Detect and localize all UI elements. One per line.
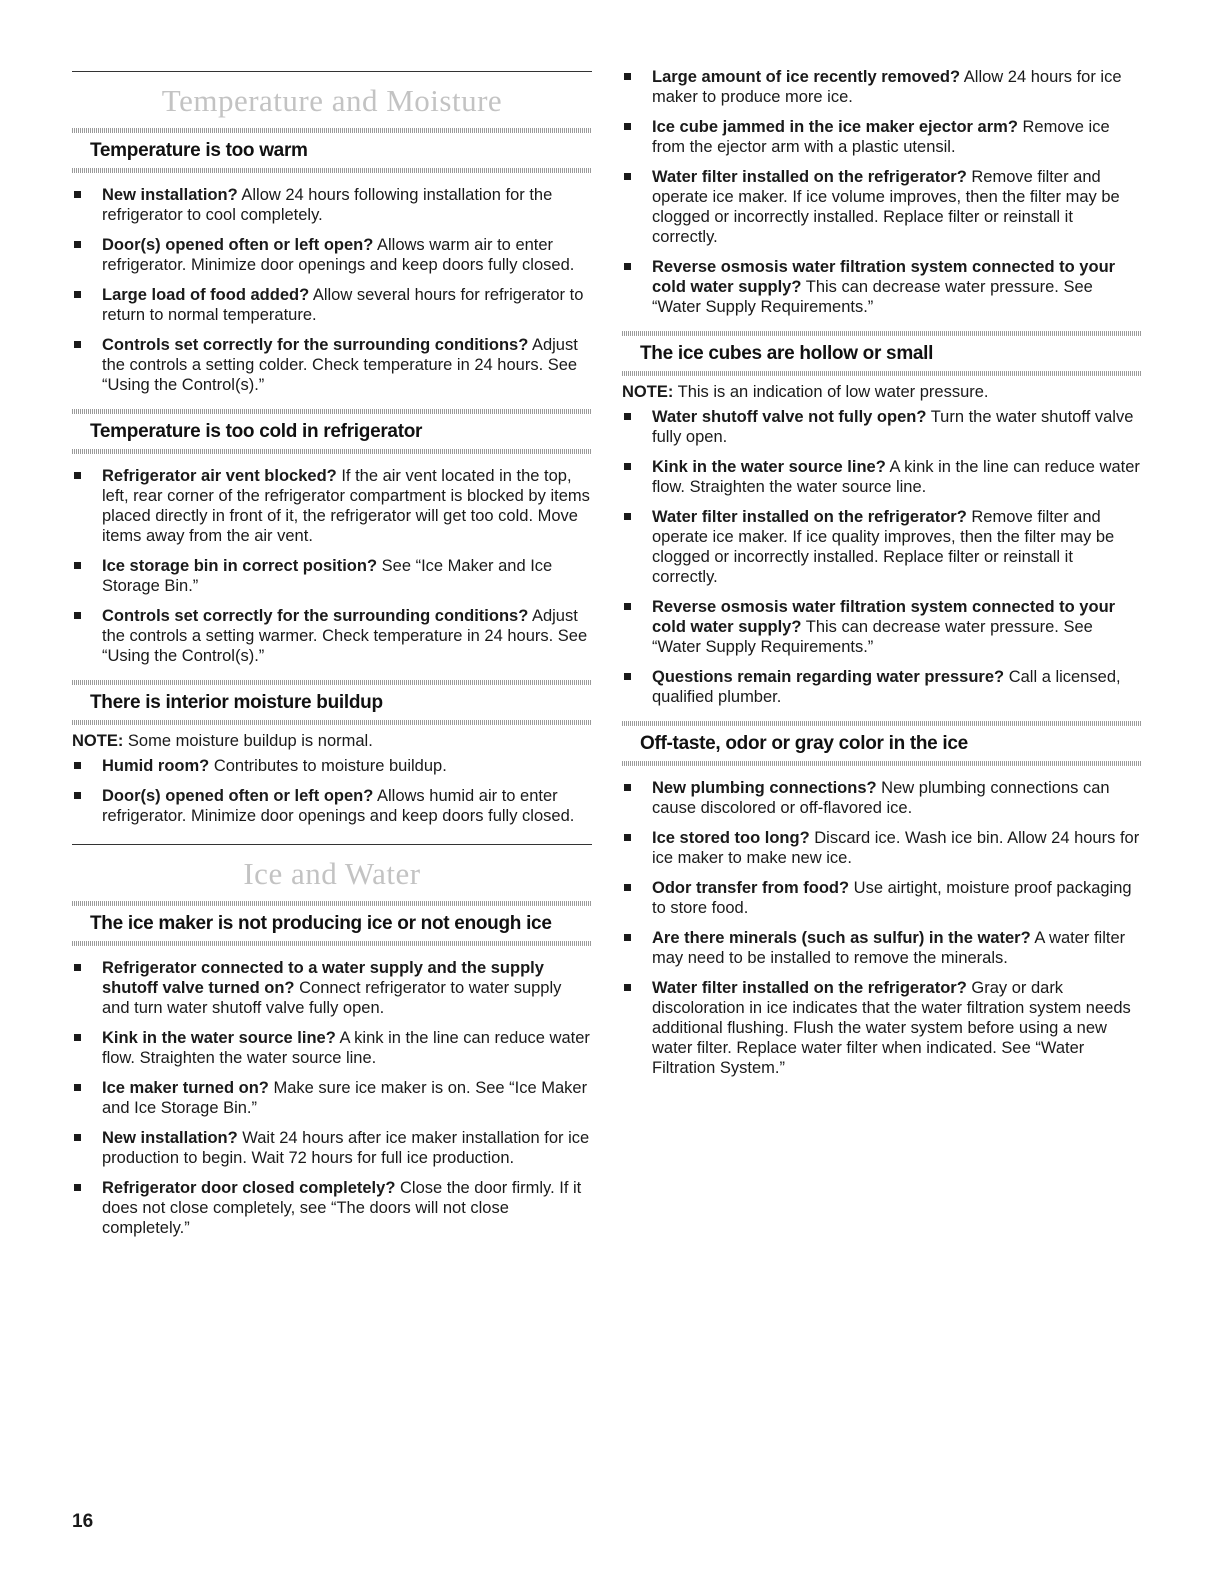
item-answer: This can decrease water pressure. See “Water Supply Requirements.”: [652, 278, 1093, 316]
page-number: 16: [72, 1511, 94, 1532]
list-item: [622, 878, 1142, 918]
item-answer: Close the door firmly. If it does not close completely, see “The doors will not close completely.”: [102, 1179, 582, 1237]
list-item: [622, 67, 1142, 107]
list-item: [622, 117, 1142, 157]
item-list: [622, 778, 1142, 1078]
note: [72, 731, 592, 751]
item-answer: Adjust the controls a setting warmer. Check temperature in 24 hours. See “Using the Control(s).”: [102, 607, 588, 665]
list-item: [72, 1178, 592, 1238]
item-question: Refrigerator connected to a water supply and the supply shutoff valve turned on?: [102, 959, 544, 997]
list-item: [622, 507, 1142, 587]
left-column: [72, 0, 592, 1248]
item-answer: A kink in the line can reduce water flow. Straighten the water source line.: [652, 458, 1140, 496]
item-question: Door(s) opened often or left open?: [102, 236, 374, 254]
list-item: [622, 457, 1142, 497]
item-question: Large load of food added?: [102, 286, 310, 304]
item-answer: Remove filter and operate ice maker. If ice volume improves, then the filter may be clogged or incorrectly installed. Replace filter or reinstall it correctly.: [652, 168, 1120, 246]
item-question: Controls set correctly for the surrounding conditions?: [102, 607, 529, 625]
section-ice-water: [72, 836, 592, 1238]
note: [622, 382, 1142, 402]
item-question: Water filter installed on the refrigerator?: [652, 979, 967, 997]
section-rule: [72, 844, 592, 845]
item-question: Humid room?: [102, 757, 210, 775]
shade-bar: [72, 720, 592, 725]
item-answer: Gray or dark discoloration in ice indicates that the water filtration system needs additional flushing. Flush the water system before using a new water filter. Replace water filter when indicated. See “Water Filtration System.”: [652, 979, 1131, 1077]
item-answer: Make sure ice maker is on. See “Ice Maker and Ice Storage Bin.”: [102, 1079, 588, 1117]
item-question: Water shutoff valve not fully open?: [652, 408, 927, 426]
item-answer: Allow 24 hours following installation for the refrigerator to cool completely.: [102, 186, 553, 224]
item-answer: This can decrease water pressure. See “Water Supply Requirements.”: [652, 618, 1093, 656]
item-answer: A water filter may need to be installed to remove the minerals.: [652, 929, 1126, 967]
list-item: [72, 185, 592, 225]
section-temperature-moisture: [72, 0, 592, 826]
list-item: [72, 786, 592, 826]
note-label: NOTE:: [622, 383, 674, 401]
item-question: Odor transfer from food?: [652, 879, 850, 897]
item-list: [72, 466, 592, 666]
item-list: [622, 407, 1142, 707]
item-answer: Adjust the controls a setting colder. Check temperature in 24 hours. See “Using the Control(s).”: [102, 336, 578, 394]
list-item: [72, 335, 592, 395]
item-question: Kink in the water source line?: [102, 1029, 336, 1047]
list-item: [72, 1078, 592, 1118]
item-question: Are there minerals (such as sulfur) in the water?: [652, 929, 1031, 947]
item-list: [72, 958, 592, 1238]
item-question: Ice storage bin in correct position?: [102, 557, 378, 575]
item-answer: Use airtight, moisture proof packaging to store food.: [652, 879, 1132, 917]
list-item: [72, 466, 592, 546]
note-text: Some moisture buildup is normal.: [123, 732, 373, 750]
shade-bar: [622, 371, 1142, 376]
item-answer: Remove ice from the ejector arm with a plastic utensil.: [652, 118, 1110, 156]
subsection-title: The ice maker is not producing ice or not enough ice: [90, 913, 552, 934]
section-title: Temperature and Moisture: [161, 83, 503, 118]
section-title: Ice and Water: [243, 856, 421, 891]
list-item: [72, 235, 592, 275]
item-answer: See “Ice Maker and Ice Storage Bin.”: [102, 557, 553, 595]
item-list: [622, 67, 1142, 317]
item-answer: Turn the water shutoff valve fully open.: [652, 408, 1134, 446]
item-question: Ice stored too long?: [652, 829, 810, 847]
list-item: [622, 928, 1142, 968]
subsection-title: There is interior moisture buildup: [90, 692, 383, 713]
item-question: Ice cube jammed in the ice maker ejector arm?: [652, 118, 1018, 136]
item-question: New plumbing connections?: [652, 779, 877, 797]
subsection-title: Temperature is too cold in refrigerator: [90, 421, 423, 442]
item-question: Controls set correctly for the surrounding conditions?: [102, 336, 529, 354]
list-item: [72, 958, 592, 1018]
item-answer: Connect refrigerator to water supply and turn water shutoff valve fully open.: [102, 979, 562, 1017]
subsection-title: Off-taste, odor or gray color in the ice: [640, 733, 968, 754]
item-answer: If the air vent located in the top, left, rear corner of the refrigerator compartment is blocked by items placed directly in front of it, the refrigerator will get too cold. Move items away from the air vent.: [102, 467, 590, 545]
section-rule: [72, 71, 592, 72]
item-question: Water filter installed on the refrigerator?: [652, 168, 967, 186]
item-question: Ice maker turned on?: [102, 1079, 269, 1097]
list-item: [622, 667, 1142, 707]
list-item: [622, 778, 1142, 818]
list-item: [72, 756, 592, 776]
item-list: [72, 756, 592, 826]
note-text: This is an indication of low water pressure.: [673, 383, 989, 401]
note-label: NOTE:: [72, 732, 124, 750]
list-item: [72, 556, 592, 596]
item-question: Water filter installed on the refrigerator?: [652, 508, 967, 526]
list-item: [622, 597, 1142, 657]
list-item: [622, 167, 1142, 247]
list-item: [622, 257, 1142, 317]
item-answer: Wait 24 hours after ice maker installation for ice production to begin. Wait 72 hours for full ice production.: [102, 1129, 590, 1167]
item-answer: Remove filter and operate ice maker. If ice quality improves, then the filter may be clogged or incorrectly installed. Replace filter or reinstall it correctly.: [652, 508, 1115, 586]
list-item: [72, 285, 592, 325]
list-item: [72, 1028, 592, 1068]
item-list: [72, 185, 592, 395]
item-answer: Allows humid air to enter refrigerator. Minimize door openings and keep doors fully closed.: [102, 787, 575, 825]
item-answer: Contributes to moisture buildup.: [209, 757, 447, 775]
item-answer: Call a licensed, qualified plumber.: [652, 668, 1121, 706]
list-item: [622, 407, 1142, 447]
item-question: New installation?: [102, 1129, 238, 1147]
subsection-title: The ice cubes are hollow or small: [640, 343, 934, 364]
item-answer: New plumbing connections can cause discolored or off-flavored ice.: [652, 779, 1110, 817]
item-answer: A kink in the line can reduce water flow. Straighten the water source line.: [102, 1029, 590, 1067]
item-answer: Allow several hours for refrigerator to return to normal temperature.: [102, 286, 584, 324]
list-item: [72, 1128, 592, 1168]
list-item: [622, 978, 1142, 1078]
item-answer: Allow 24 hours for ice maker to produce more ice.: [652, 68, 1122, 106]
item-question: Reverse osmosis water filtration system connected to your cold water supply?: [652, 598, 1116, 636]
item-question: Refrigerator air vent blocked?: [102, 467, 337, 485]
item-question: Reverse osmosis water filtration system connected to your cold water supply?: [652, 258, 1116, 296]
item-question: Large amount of ice recently removed?: [652, 68, 961, 86]
list-item: [72, 606, 592, 666]
item-question: New installation?: [102, 186, 238, 204]
list-item: [622, 828, 1142, 868]
item-answer: Discard ice. Wash ice bin. Allow 24 hours for ice maker to make new ice.: [652, 829, 1140, 867]
item-question: Refrigerator door closed completely?: [102, 1179, 396, 1197]
item-question: Door(s) opened often or left open?: [102, 787, 374, 805]
right-column: [622, 0, 1142, 1088]
item-question: Questions remain regarding water pressure?: [652, 668, 1005, 686]
item-answer: Allows warm air to enter refrigerator. Minimize door openings and keep doors fully closed.: [102, 236, 575, 274]
item-question: Kink in the water source line?: [652, 458, 886, 476]
subsection-title: Temperature is too warm: [90, 140, 308, 161]
